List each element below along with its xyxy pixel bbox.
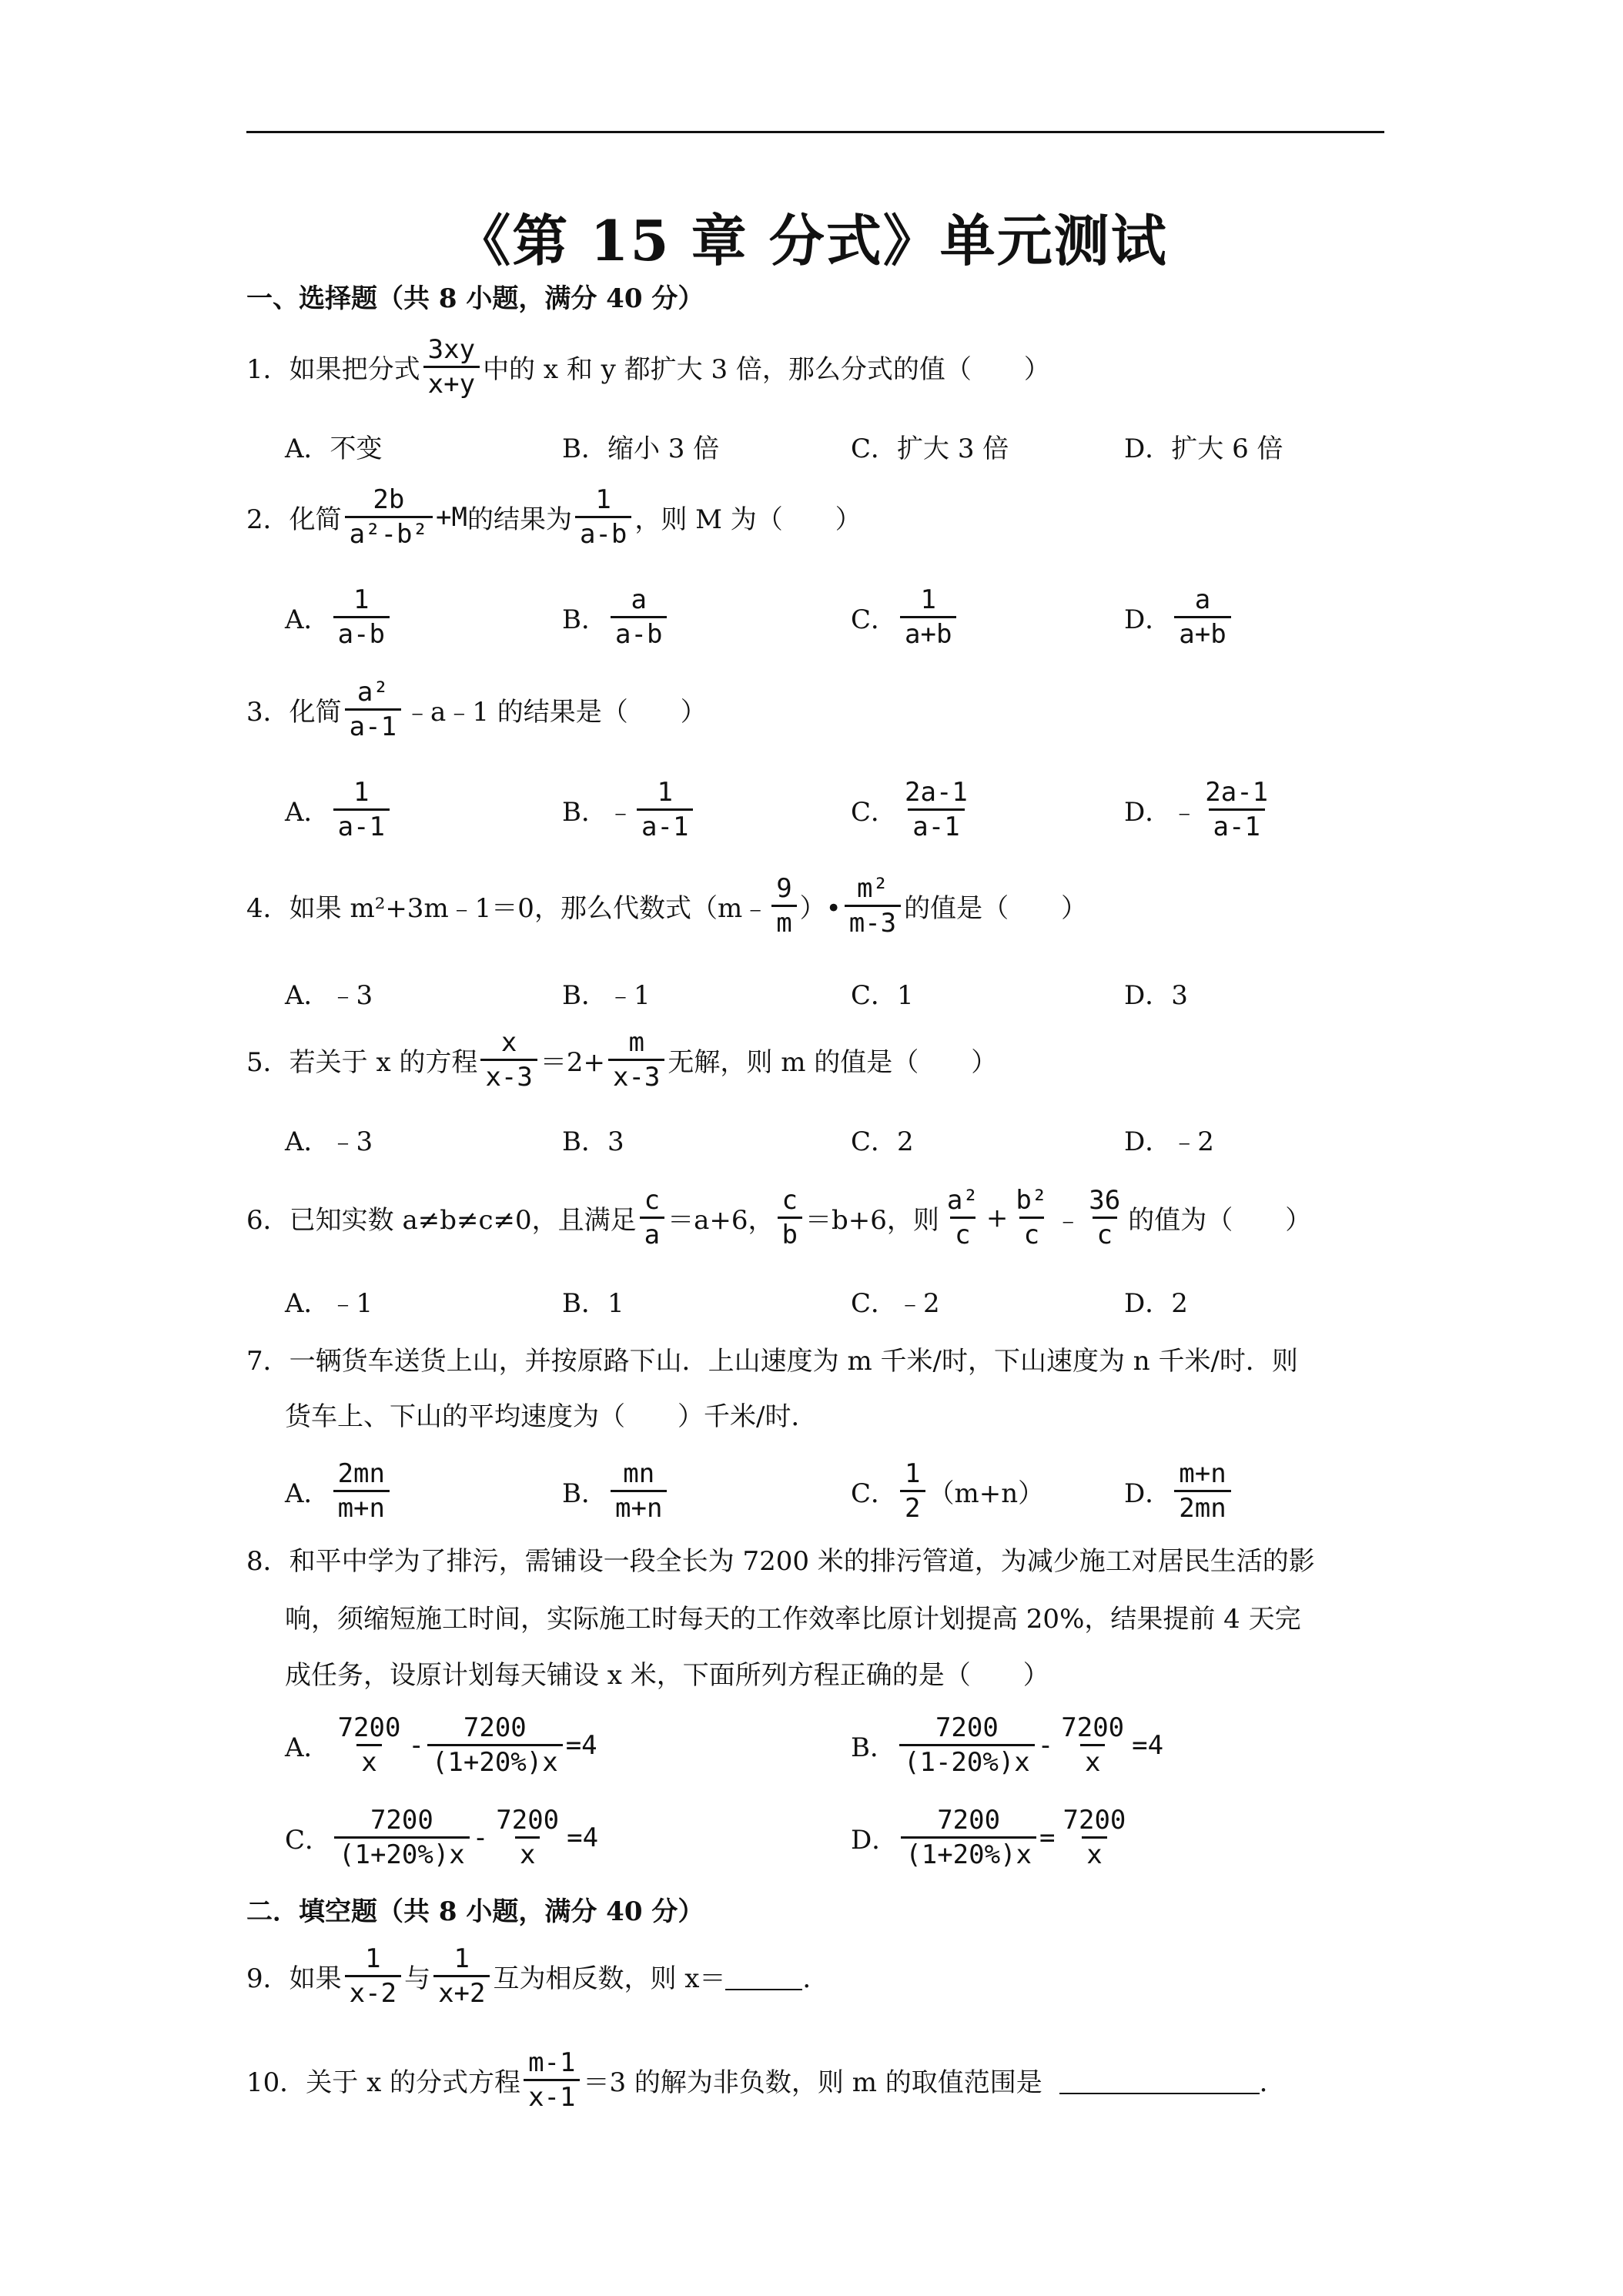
denominator: c: [1019, 1217, 1044, 1250]
option-label: C．: [851, 797, 898, 828]
question-7-line-2: 货车上、下山的平均速度为（ ）千米/时．: [285, 1401, 818, 1432]
fraction: [333, 1713, 406, 1777]
option-c: C．1: [851, 980, 914, 1011]
fraction: [433, 1944, 490, 2008]
sign: ﹣: [1171, 797, 1198, 828]
term: +M: [436, 501, 467, 533]
fraction: [901, 1806, 1036, 1869]
fraction: [345, 1944, 401, 2008]
numerator: m-1: [528, 2047, 576, 2078]
denominator: x+y: [423, 366, 480, 399]
option-c: C．扩大 3 倍: [851, 433, 1009, 464]
denominator: (1-20%)x: [899, 1744, 1035, 1777]
question-number: 2．: [246, 504, 289, 535]
numerator: m²: [856, 873, 888, 904]
numerator: 1: [353, 584, 370, 615]
fraction: [575, 485, 631, 549]
fraction: [640, 1186, 664, 1250]
fraction: [1174, 1459, 1230, 1523]
option-label: D．: [851, 1825, 899, 1856]
denominator: a+b: [1174, 616, 1230, 649]
option-b: [562, 1459, 670, 1523]
fraction: [900, 778, 972, 842]
option-tail: （m+n）: [928, 1478, 1045, 1509]
denominator: m+n: [611, 1490, 667, 1523]
fraction: [611, 1459, 667, 1523]
option-c: C．﹣2: [851, 1288, 940, 1319]
option-label: A．: [285, 797, 330, 828]
numerator: b²: [1016, 1185, 1048, 1216]
denominator: a-b: [333, 616, 390, 649]
numerator: a²: [946, 1185, 979, 1216]
fraction: [942, 1186, 983, 1250]
question-number: 10．: [246, 2067, 306, 2098]
question-1: [246, 335, 1050, 399]
option-a: [285, 585, 393, 649]
numerator: a: [1194, 584, 1211, 615]
option-d: D．3: [1124, 980, 1188, 1011]
question-text: 若关于 x 的方程: [289, 1047, 478, 1078]
fraction: [524, 2048, 580, 2112]
question-text: ）•: [799, 893, 842, 924]
section-heading-fill: 二．填空题（共 8 小题，满分 40 分）: [246, 1896, 704, 1927]
denominator: (1+20%)x: [334, 1836, 470, 1869]
question-text: ＝b+6，则: [805, 1205, 939, 1236]
denominator: x+2: [433, 1975, 490, 2008]
numerator: a: [631, 584, 647, 615]
question-text: ＝2+: [540, 1047, 605, 1078]
fraction: [1011, 1186, 1052, 1250]
question-6: [246, 1186, 1311, 1250]
option-c: [851, 778, 975, 842]
question-10: [246, 2048, 1286, 2112]
option-label: D．: [1124, 1478, 1172, 1509]
option-label: B．: [562, 797, 607, 828]
option-label: A．: [285, 1732, 330, 1763]
numerator: 7200: [496, 1805, 560, 1836]
denominator: a-1: [345, 708, 401, 741]
denominator: 2: [900, 1490, 925, 1523]
numerator: x: [500, 1027, 517, 1058]
denominator: x: [515, 1836, 540, 1869]
question-text: ．: [802, 1963, 829, 1994]
option-label: C．: [851, 604, 898, 635]
denominator: (1+20%)x: [901, 1836, 1036, 1869]
numerator: 1: [905, 1458, 921, 1489]
numerator: m: [628, 1027, 644, 1058]
question-text: 如果把分式: [289, 354, 420, 385]
question-text: ，则 M 为（ ）: [634, 504, 862, 535]
answer-blank[interactable]: [725, 1963, 802, 1990]
question-7: [246, 1340, 1298, 1377]
option-c: [851, 585, 959, 649]
denominator: c: [1093, 1217, 1117, 1250]
numerator: 1: [453, 1943, 470, 1974]
question-number: 5．: [246, 1047, 289, 1078]
option-d: D．2: [1124, 1288, 1188, 1319]
fraction: [423, 335, 480, 399]
question-text: ．: [1259, 2067, 1286, 2098]
numerator: 7200: [337, 1712, 401, 1743]
option-label: A．: [285, 604, 330, 635]
question-text: 已知实数 a≠b≠c≠0，且满足: [289, 1205, 637, 1236]
numerator: 2mn: [337, 1458, 385, 1489]
question-5: [246, 1028, 997, 1092]
denominator: m: [771, 905, 796, 938]
denominator: a-1: [333, 808, 390, 842]
denominator: a-b: [611, 616, 667, 649]
denominator: x: [1082, 1836, 1106, 1869]
fraction: [334, 1806, 470, 1869]
option-d: [851, 1806, 1133, 1869]
denominator: b: [778, 1217, 802, 1250]
question-text: ＝a+6，: [668, 1205, 775, 1236]
fraction: [771, 874, 796, 938]
question-number: 6．: [246, 1205, 289, 1236]
denominator: (1+20%)x: [427, 1744, 563, 1777]
option-b: B．缩小 3 倍: [562, 433, 720, 464]
question-9: [246, 1944, 828, 2008]
fraction: [1174, 585, 1230, 649]
numerator: 7200: [1061, 1712, 1125, 1743]
numerator: 1: [595, 484, 611, 515]
numerator: c: [644, 1185, 661, 1216]
numerator: m+n: [1179, 1458, 1226, 1489]
right-hand-side: =4: [565, 1729, 597, 1761]
operator: -: [408, 1729, 424, 1761]
option-d: [1124, 1459, 1234, 1523]
denominator: a-1: [908, 808, 964, 842]
option-d: [1124, 778, 1276, 842]
fraction: [491, 1806, 564, 1869]
denominator: a²-b²: [345, 516, 433, 549]
denominator: x-3: [480, 1059, 537, 1092]
question-number: 9．: [246, 1963, 289, 1994]
question-text: 的结果为: [467, 504, 572, 535]
answer-blank[interactable]: [1059, 2067, 1260, 2094]
question-8-line-3: 成任务，设原计划每天铺设 x 米，下面所列方程正确的是（ ）: [285, 1660, 1049, 1691]
operator: -: [472, 1822, 489, 1853]
option-a: A．不变: [285, 433, 383, 464]
fraction: [637, 778, 693, 842]
fraction: [333, 778, 390, 842]
option-a: A．﹣3: [285, 1126, 373, 1157]
option-d: D．扩大 6 倍: [1124, 433, 1283, 464]
operator: =: [1039, 1822, 1056, 1853]
denominator: x-3: [608, 1059, 664, 1092]
option-label: D．: [1124, 604, 1172, 635]
question-number: 4．: [246, 893, 289, 924]
numerator: 1: [657, 777, 673, 808]
numerator: 7200: [935, 1712, 999, 1743]
fraction: [608, 1028, 664, 1092]
header-rule: [246, 131, 1384, 133]
option-d: [1124, 585, 1234, 649]
option-a: [285, 1459, 393, 1523]
denominator: x: [1080, 1744, 1105, 1777]
numerator: 36: [1089, 1185, 1121, 1216]
option-label: D．: [1124, 797, 1172, 828]
fraction: [845, 874, 901, 938]
option-label: C．: [851, 1478, 898, 1509]
question-text: ＝3 的解为非负数，则 m 的取值范围是: [583, 2067, 1042, 2098]
fraction: [778, 1186, 802, 1250]
question-text: 化简: [289, 504, 342, 535]
question-number: 3．: [246, 697, 289, 728]
fraction: [1059, 1806, 1131, 1869]
denominator: x-2: [345, 1975, 401, 2008]
option-label: A．: [285, 1478, 330, 1509]
denominator: a-b: [575, 516, 631, 549]
fraction: [900, 1459, 925, 1523]
numerator: 3xy: [427, 334, 476, 365]
fraction: [345, 678, 401, 741]
option-b: B．﹣1: [562, 980, 651, 1011]
option-b: B．3: [562, 1126, 624, 1157]
denominator: m-3: [845, 905, 901, 938]
right-hand-side: =4: [567, 1822, 599, 1853]
fraction: [427, 1713, 563, 1777]
numerator: 1: [920, 584, 936, 615]
denominator: m+n: [333, 1490, 390, 1523]
numerator: 1: [353, 777, 370, 808]
operator: +: [986, 1202, 1009, 1233]
question-text: 如果 m²+3m﹣1＝0，那么代数式（m﹣: [289, 893, 769, 924]
question-text: 一辆货车送货上山，并按原路下山．上山速度为 m 千米/时，下山速度为 n 千米/时．则: [289, 1346, 1298, 1377]
denominator: c: [950, 1217, 975, 1250]
numerator: c: [781, 1185, 798, 1216]
option-label: B．: [851, 1732, 896, 1763]
question-8: [246, 1540, 1315, 1578]
option-d: D．﹣2: [1124, 1126, 1214, 1157]
option-c: C．2: [851, 1126, 914, 1157]
fraction: [899, 1713, 1035, 1777]
option-b: B．1: [562, 1288, 624, 1319]
numerator: 1: [365, 1943, 381, 1974]
question-number: 7．: [246, 1346, 289, 1377]
denominator: a+b: [900, 616, 956, 649]
fraction: [333, 1459, 390, 1523]
denominator: x-1: [524, 2079, 580, 2112]
denominator: x: [356, 1744, 381, 1777]
fraction: [1084, 1186, 1125, 1250]
numerator: 7200: [463, 1712, 527, 1743]
option-b: [562, 778, 696, 842]
denominator: a: [640, 1217, 664, 1250]
option-c: [851, 1459, 1044, 1523]
operator: -: [1037, 1729, 1054, 1761]
question-8-line-2: 响，须缩短施工时间，实际施工时每天的工作效率比原计划提高 20%，结果提前 4 天完: [285, 1604, 1301, 1635]
question-text: 的值为（ ）: [1128, 1205, 1312, 1236]
question-number: 1．: [246, 354, 289, 385]
question-4: [246, 874, 1087, 938]
page-title: 《第 15 章 分式》单元测试: [455, 208, 1168, 273]
numerator: 7200: [1062, 1805, 1126, 1836]
fraction: [611, 585, 667, 649]
option-a: A．﹣3: [285, 980, 373, 1011]
question-text: 无解，则 m 的值是（ ）: [668, 1047, 998, 1078]
option-label: B．: [562, 1478, 607, 1509]
question-number: 8．: [246, 1546, 289, 1577]
section-heading-choice: 一、选择题（共 8 小题，满分 40 分）: [246, 283, 704, 314]
question-text: 互为相反数，则 x＝: [493, 1963, 726, 1994]
denominator: 2mn: [1174, 1490, 1230, 1523]
question-text: 关于 x 的分式方程: [306, 2067, 521, 2098]
operator: ﹣: [1055, 1205, 1082, 1236]
question-2: [246, 485, 862, 549]
sign: ﹣: [607, 797, 634, 828]
question-text: 的值是（ ）: [904, 893, 1088, 924]
right-hand-side: =4: [1132, 1729, 1164, 1761]
option-label: C．: [285, 1825, 332, 1856]
option-b: [562, 585, 670, 649]
numerator: 9: [776, 873, 792, 904]
numerator: mn: [623, 1458, 655, 1489]
option-c: [285, 1806, 598, 1869]
fraction: [1056, 1713, 1129, 1777]
option-a: [285, 778, 393, 842]
numerator: 2b: [373, 484, 405, 515]
question-text: 中的 x 和 y 都扩大 3 倍，那么分式的值（ ）: [483, 354, 1050, 385]
numerator: 2a-1: [905, 777, 968, 808]
denominator: a-1: [637, 808, 693, 842]
question-3: [246, 678, 707, 741]
question-text: 如果: [289, 1963, 342, 1994]
option-a: A．﹣1: [285, 1288, 373, 1319]
option-a: [285, 1713, 597, 1777]
question-text: 化简: [289, 697, 342, 728]
fraction: [1200, 778, 1273, 842]
fraction: [480, 1028, 537, 1092]
numerator: 7200: [370, 1805, 433, 1836]
fraction: [333, 585, 390, 649]
numerator: 7200: [937, 1805, 1001, 1836]
numerator: a²: [356, 677, 389, 708]
numerator: 2a-1: [1205, 777, 1269, 808]
denominator: a-1: [1209, 808, 1265, 842]
question-text: ﹣a﹣1 的结果是（ ）: [404, 697, 707, 728]
fraction: [345, 485, 433, 549]
question-text: 和平中学为了排污，需铺设一段全长为 7200 米的排污管道，为减少施工对居民生活的影: [289, 1546, 1315, 1577]
fraction: [900, 585, 956, 649]
question-text: 与: [404, 1963, 431, 1994]
option-b: [851, 1713, 1163, 1777]
option-label: B．: [562, 604, 607, 635]
